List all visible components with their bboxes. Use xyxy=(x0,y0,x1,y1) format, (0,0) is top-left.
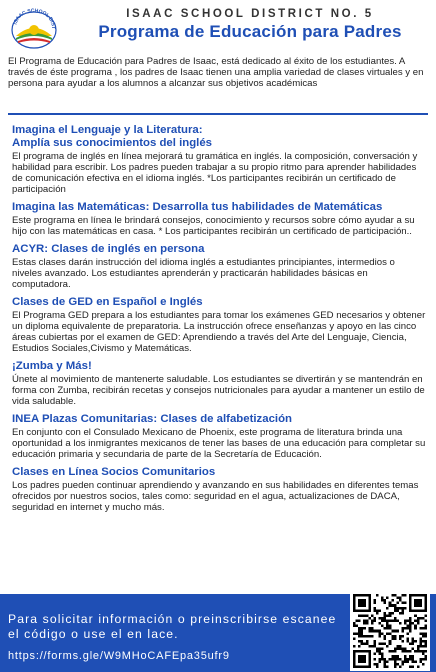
section-body: El programa de inglés en línea mejorará tu gramática en inglés. la composición, conversación y habilidad para escribir. Los padres pueden trabajar a su propio ritmo para aprender habilidades de comunicación efectiva en el idioma inglés. *Los participantes recibirán un certificado de participación xyxy=(12,151,418,195)
section-inea xyxy=(12,413,426,460)
section-body: Estas clases darán instrucción del idioma inglés a estudiantes principiantes, intermedios o niveles avanzado. Los estudiantes aprenderán y practicarán habilidades básicas en computadora. xyxy=(12,257,395,290)
class-sections xyxy=(12,124,426,519)
divider xyxy=(8,113,428,115)
section-body: El Programa GED prepara a los estudiantes para tomar los exámenes GED necesarios y obtener un diploma equivalente de preparatoria. La instrucción ofrece enseñanzas y apoyo en las cinco áreas cubiertas por el examen de GED: Aprendiendo a través del Arte del Lenguaje, Ciencia, Estudios Sociales,Civismo y Matemáticas. xyxy=(12,310,426,354)
intro-paragraph: El Programa de Educación para Padres de Isaac, está dedicado al éxito de los estudiantes. A través de éste programa , los padres de Isaac tienen una amplia variedad de clases virtuales y en persona para ayudar a los alumnos a alcanzar sus objetivos académicas xyxy=(8,56,424,89)
program-title: Programa de Educación para Padres xyxy=(98,22,402,41)
section-body: Los padres pueden continuar aprendiendo y avanzando en sus habilidades en diferentes temas ofrecidos por nuestros socios, tales como: seguridad en el agua, actualizaciones de DACA, seguridad en internet y mucho más. xyxy=(12,480,419,513)
header xyxy=(70,8,430,42)
section-title: Clases de GED en Español e Inglés xyxy=(12,296,203,308)
section-title: INEA Plazas Comunitarias: Clases de alfabetización xyxy=(12,413,293,425)
logo-text: ISAAC SCHOOL DIST xyxy=(12,7,57,30)
section-title: Imagina las Matemáticas: Desarrolla tus habilidades de Matemáticas xyxy=(12,201,383,213)
section-online-partners xyxy=(12,466,426,513)
school-logo xyxy=(8,6,60,50)
section-body: Este programa en línea le brindará consejos, conocimiento y recursos sobre cómo ayudar a su hijo con las matemáticas en casa. * Los participantes recibirán un certificado de participación.. xyxy=(12,215,415,237)
section-body: En conjunto con el Consulado Mexicano de Phoenix, este programa de literatura brinda una oportunidad a los inmigrantes mexicanos de tener las bases de una educación para completar su educación primaria y secundaria de parte de la Secretaría de Educación. xyxy=(12,427,426,460)
section-subtitle: Amplía sus conocimientos del inglés xyxy=(12,137,213,149)
section-language xyxy=(12,124,426,195)
section-math xyxy=(12,201,426,237)
qr-code-icon[interactable] xyxy=(350,591,430,671)
section-acyr xyxy=(12,243,426,290)
registration-link[interactable]: https://forms.gle/W9MHoCAFEpa35ufr9 xyxy=(8,650,230,662)
section-title: ¡Zumba y Más! xyxy=(12,360,92,372)
section-title: Clases en Línea Socios Comunitarios xyxy=(12,466,216,478)
section-ged xyxy=(12,296,426,354)
section-title: ACYR: Clases de inglés en persona xyxy=(12,243,205,255)
district-name: ISAAC SCHOOL DISTRICT NO. 5 xyxy=(126,8,374,20)
footer-call-to-action: Para solicitar información o preinscribirse escanee el código o use el en lace. xyxy=(8,612,337,641)
section-zumba xyxy=(12,360,426,407)
section-body: Únete al movimiento de mantenerte saludable. Los estudiantes se divertirán y se mantendrán en forma con Zumba, recibirán recetas y consejos nutricionales para ayudar a mantener un estilo de vida saludable. xyxy=(12,374,425,407)
section-title: Imagina el Lenguaje y la Literatura: xyxy=(12,124,203,136)
